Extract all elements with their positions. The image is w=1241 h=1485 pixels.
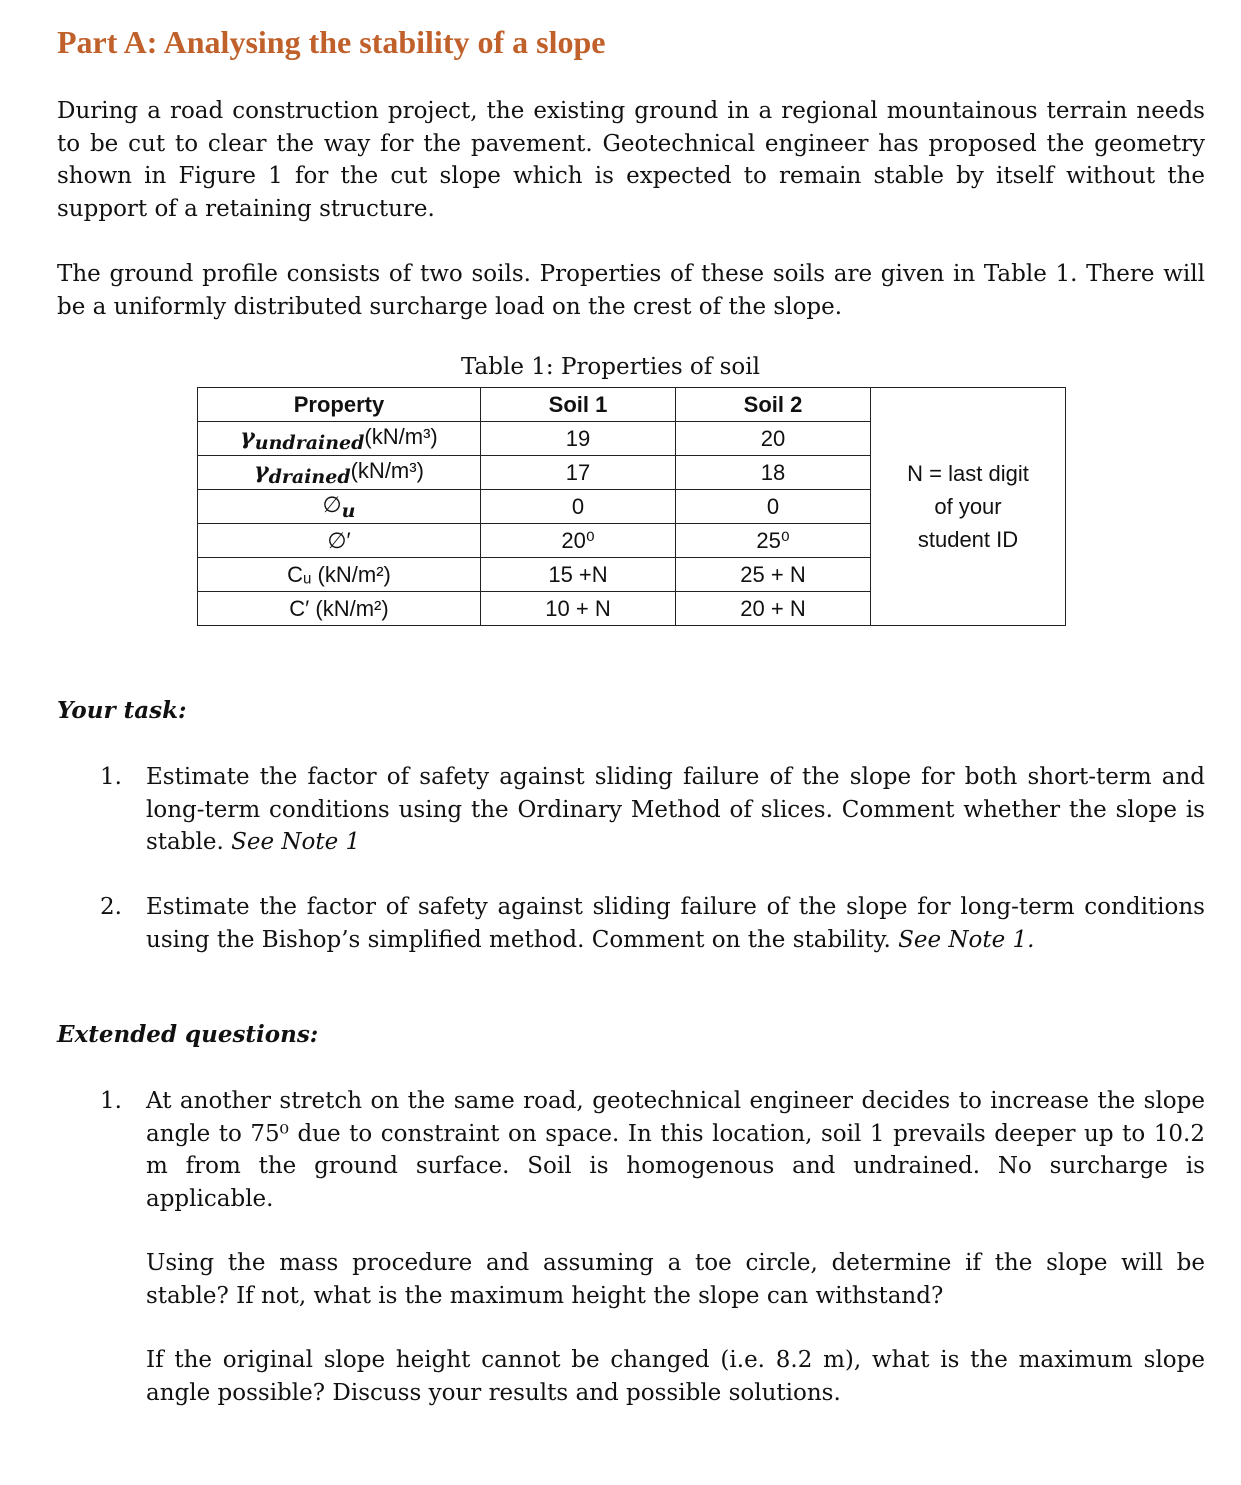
n-note-cell	[871, 388, 1066, 626]
header-soil-2: Soil 2	[676, 388, 871, 422]
note-line: student ID	[917, 527, 1019, 552]
note-line: N = last digit	[907, 461, 1029, 486]
soil-1-value: 10 + N	[481, 592, 676, 626]
task-item-1	[100, 761, 1205, 859]
item-number: 2.	[100, 894, 122, 920]
soil-2-value: 25⁰	[676, 524, 871, 558]
property-cell: γdrained(kN/m³)	[198, 456, 481, 490]
property-cell: γundrained(kN/m³)	[198, 422, 481, 456]
note-line: of your	[934, 494, 1002, 519]
header-soil-1: Soil 1	[481, 388, 676, 422]
soil-2-value: 25 + N	[676, 558, 871, 592]
extended-item-1	[100, 1085, 1205, 1441]
soil-2-value: 20	[676, 422, 871, 456]
task-heading: Your task:	[57, 697, 187, 724]
property-cell: Cᵤ (kN/m²)	[198, 558, 481, 592]
item-text: Estimate the factor of safety against sliding failure of the slope for long-term conditions using the Bishop’s simplified method. Comment on the stability.	[146, 894, 1205, 953]
item-note: See Note 1	[231, 829, 361, 855]
ground-profile-paragraph: The ground profile consists of two soils. Properties of these soils are given in Table 1. There will be a uniformly distributed surcharge load on the crest of the slope.	[57, 261, 1205, 320]
soil-2-value: 0	[676, 490, 871, 524]
soil-1-value: 19	[481, 422, 676, 456]
table-caption: Table 1: Properties of soil	[461, 354, 760, 380]
extended-heading: Extended questions:	[57, 1021, 319, 1048]
item-text: Estimate the factor of safety against sliding failure of the slope for both short-term and long-term conditions using the Ordinary Method of slices. Comment whether the slope is stable.	[146, 764, 1205, 855]
property-cell: ∅′	[198, 524, 481, 558]
item-number: 1.	[100, 764, 122, 790]
page-title: Part A: Analysing the stability of a slope	[57, 24, 606, 60]
extended-paragraph: If the original slope height cannot be changed (i.e. 8.2 m), what is the maximum slope angle possible? Discuss your results and possible solutions.	[146, 1347, 1205, 1406]
item-note: See Note 1.	[898, 926, 1035, 953]
soil-2-value: 20 + N	[676, 592, 871, 626]
property-cell: ∅u	[198, 490, 481, 524]
header-property: Property	[198, 388, 481, 422]
table-header-row	[198, 388, 1066, 422]
soil-1-value: 15 +N	[481, 558, 676, 592]
item-number: 1.	[100, 1088, 122, 1114]
soil-1-value: 0	[481, 490, 676, 524]
extended-paragraph: At another stretch on the same road, geotechnical engineer decides to increase the slope angle to 75⁰ due to constraint on space. In this location, soil 1 prevails deeper up to 10.2 m from the ground surface. Soil is homogenous and undrained. No surcharge is applicable.	[146, 1088, 1205, 1212]
task-item-2	[100, 891, 1205, 956]
property-cell: C′ (kN/m²)	[198, 592, 481, 626]
soil-1-value: 17	[481, 456, 676, 490]
extended-paragraph: Using the mass procedure and assuming a toe circle, determine if the slope will be stable? If not, what is the maximum height the slope can withstand?	[146, 1250, 1205, 1309]
soil-1-value: 20⁰	[481, 524, 676, 558]
soil-properties-table	[197, 387, 1066, 626]
intro-paragraph: During a road construction project, the existing ground in a regional mountainous terrain needs to be cut to clear the way for the pavement. Geotechnical engineer has proposed the geometry shown in Figure 1 for the cut slope which is expected to remain stable by itself without the support of a retaining structure.	[57, 98, 1205, 222]
soil-2-value: 18	[676, 456, 871, 490]
